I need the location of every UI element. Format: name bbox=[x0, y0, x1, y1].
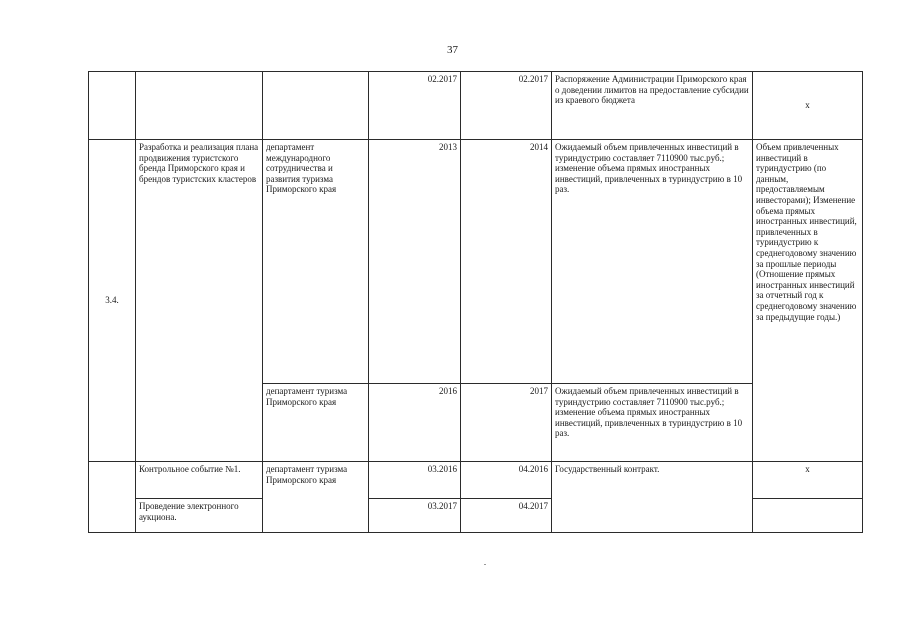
date-end-cell: 2014 bbox=[461, 140, 552, 384]
indicator-cell: х bbox=[753, 72, 863, 140]
date-start-cell: 03.2016 bbox=[369, 462, 461, 499]
activity-name-cell bbox=[136, 72, 263, 140]
table-row bbox=[89, 72, 863, 140]
indicator-cell: х bbox=[753, 462, 863, 499]
result-cell: Распоряжение Администрации Приморского края о доведении лимитов на предоставление субсидии из краевого бюджета bbox=[552, 72, 753, 140]
executor-cell: департамент международного сотрудничества и развития туризма Приморского края bbox=[263, 140, 369, 384]
date-start-cell: 02.2017 bbox=[369, 72, 461, 140]
executor-cell bbox=[263, 72, 369, 140]
table-row bbox=[89, 462, 863, 499]
activity-name-cell: Разработка и реализация плана продвижения туристского бренда Приморского края и брендов туристских кластеров bbox=[136, 140, 263, 462]
row-number-cell: 3.4. bbox=[89, 140, 136, 462]
date-end-cell: 2017 bbox=[461, 384, 552, 462]
scan-speck bbox=[484, 564, 486, 565]
program-table bbox=[88, 71, 863, 533]
date-end-cell: 02.2017 bbox=[461, 72, 552, 140]
row-number-cell bbox=[89, 72, 136, 140]
result-cell: Ожидаемый объем привлеченных инвестиций в туриндустрию составляет 7110900 тыс.руб.; изменение объема прямых иностранных инвестиций, привлеченных в туриндустрию в 10 раз. bbox=[552, 384, 753, 462]
row-number-cell bbox=[89, 462, 136, 533]
date-start-cell: 2016 bbox=[369, 384, 461, 462]
indicator-cell: Объем привлеченных инвестиций в туриндустрию (по данным, предоставляемым инвесторами); Изменение объема прямых иностранных инвестиций, привлеченных в туриндустрию к среднегодовому значению за прошлые периоды (Отношение прямых иностранных инвестиций за отчетный год к среднегодовому значению за предыдущие годы.) bbox=[753, 140, 863, 462]
activity-name-cell: Проведение электронного аукциона. bbox=[136, 499, 263, 533]
result-cell: Государственный контракт. bbox=[552, 462, 753, 533]
executor-cell: департамент туризма Приморского края bbox=[263, 462, 369, 533]
activity-name-cell: Контрольное событие №1. bbox=[136, 462, 263, 499]
indicator-cell bbox=[753, 499, 863, 533]
date-start-cell: 2013 bbox=[369, 140, 461, 384]
table-row bbox=[89, 140, 863, 384]
date-end-cell: 04.2017 bbox=[461, 499, 552, 533]
date-start-cell: 03.2017 bbox=[369, 499, 461, 533]
result-cell: Ожидаемый объем привлеченных инвестиций в туриндустрию составляет 7110900 тыс.руб.; изменение объема прямых иностранных инвестиций, привлеченных в туриндустрию в 10 раз. bbox=[552, 140, 753, 384]
date-end-cell: 04.2016 bbox=[461, 462, 552, 499]
page-number: 37 bbox=[447, 44, 458, 56]
executor-cell: департамент туризма Приморского края bbox=[263, 384, 369, 462]
